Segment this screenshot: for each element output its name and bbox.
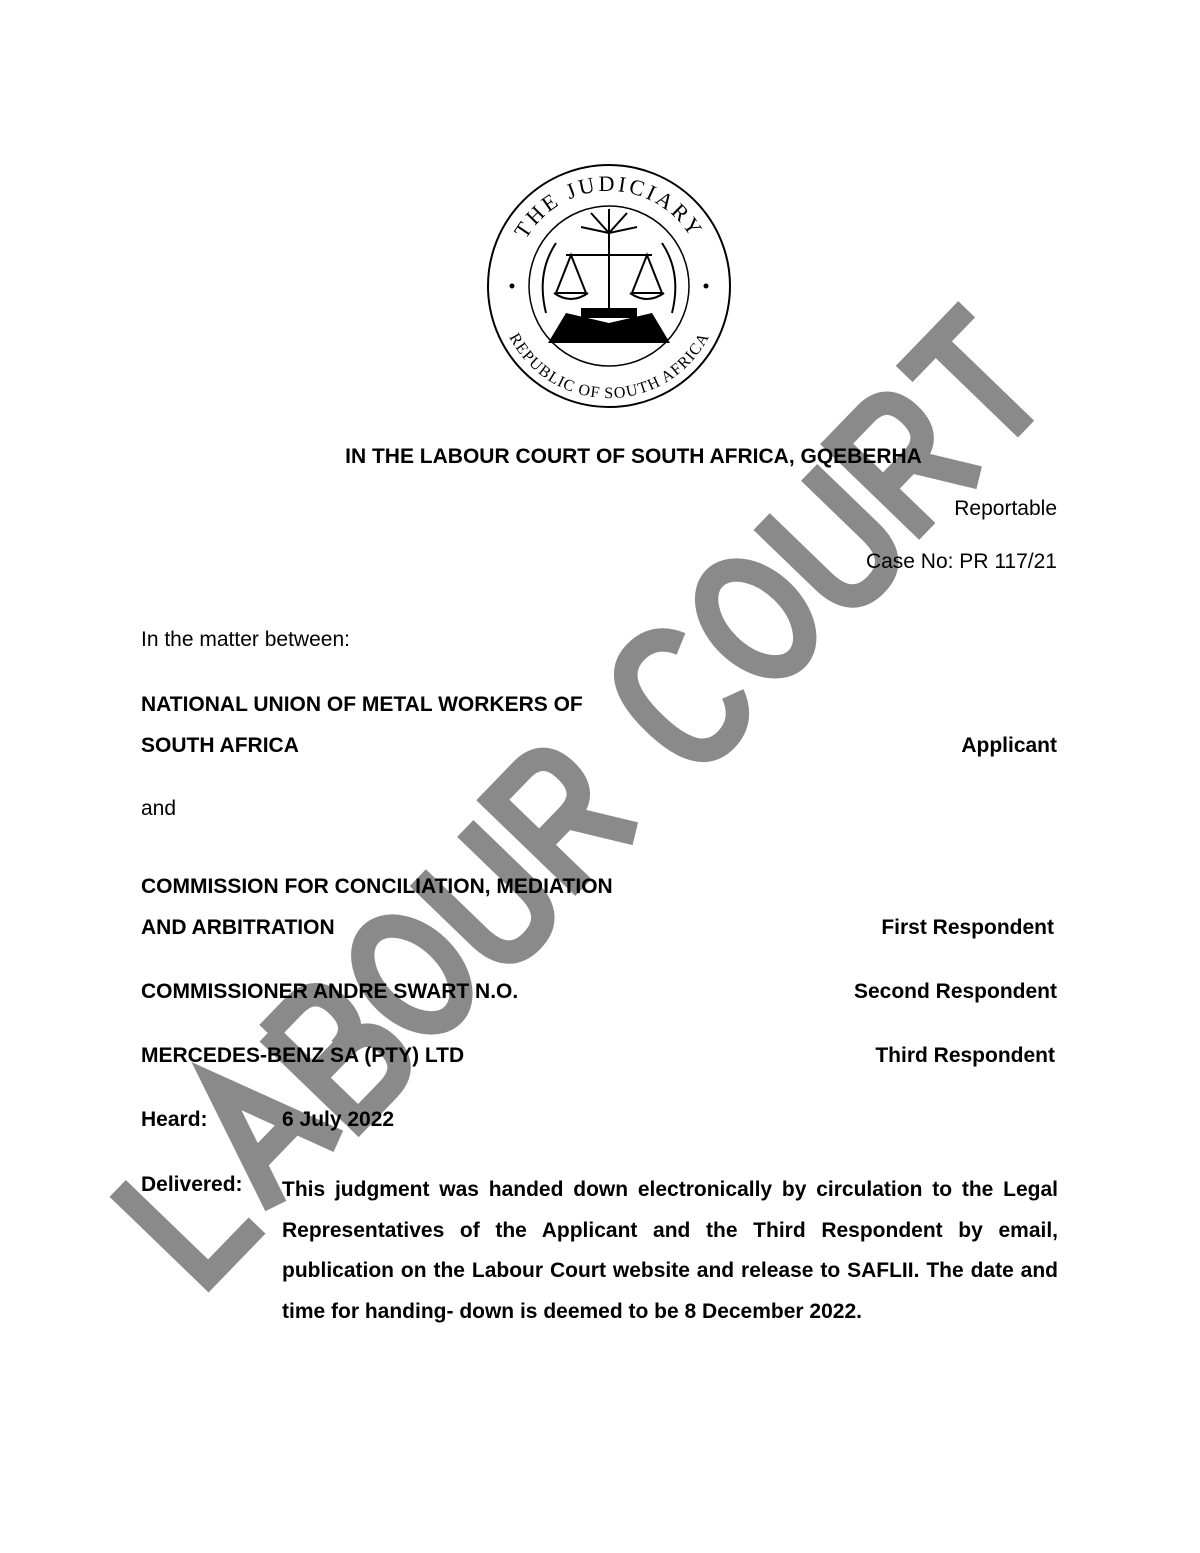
heard-label: Heard: [141,1108,208,1131]
applicant-name-line2: SOUTH AFRICA [141,734,299,757]
first-respondent-line1: COMMISSION FOR CONCILIATION, MEDIATION [141,875,613,898]
seal-bottom-text: REPUBLIC OF SOUTH AFRICA [505,330,713,403]
applicant-role: Applicant [961,734,1057,757]
matter-between: In the matter between: [141,628,350,651]
second-respondent-name: COMMISSIONER ANDRE SWART N.O. [141,980,519,1003]
judiciary-seal-logo [486,163,732,409]
second-respondent-role: Second Respondent [853,980,1057,1003]
court-title: IN THE LABOUR COURT OF SOUTH AFRICA, GQEBERHA [345,445,922,468]
delivered-label: Delivered: [141,1173,243,1196]
first-respondent-line2: AND ARBITRATION [141,916,335,939]
third-respondent-name: MERCEDES-BENZ SA (PTY) LTD [141,1044,465,1067]
heard-date: 6 July 2022 [282,1108,395,1131]
delivered-text: This judgment was handed down electronically by circulation to the Legal Representatives of the Applicant and the Third Respondent by email, publication on the Labour Court website and release to SAFLII. The date and time for handing- down is deemed to be 8 December 2022. [282,1178,1058,1323]
third-respondent-role: Third Respondent [875,1044,1055,1067]
seal-top-text: THE JUDICIARY [508,170,709,243]
and-separator: and [141,797,177,820]
first-respondent-role: First Respondent [881,916,1054,939]
case-number: Case No: PR 117/21 [865,550,1057,573]
reportable-label: Reportable [954,497,1057,520]
applicant-name-line1: NATIONAL UNION OF METAL WORKERS OF [141,693,583,716]
